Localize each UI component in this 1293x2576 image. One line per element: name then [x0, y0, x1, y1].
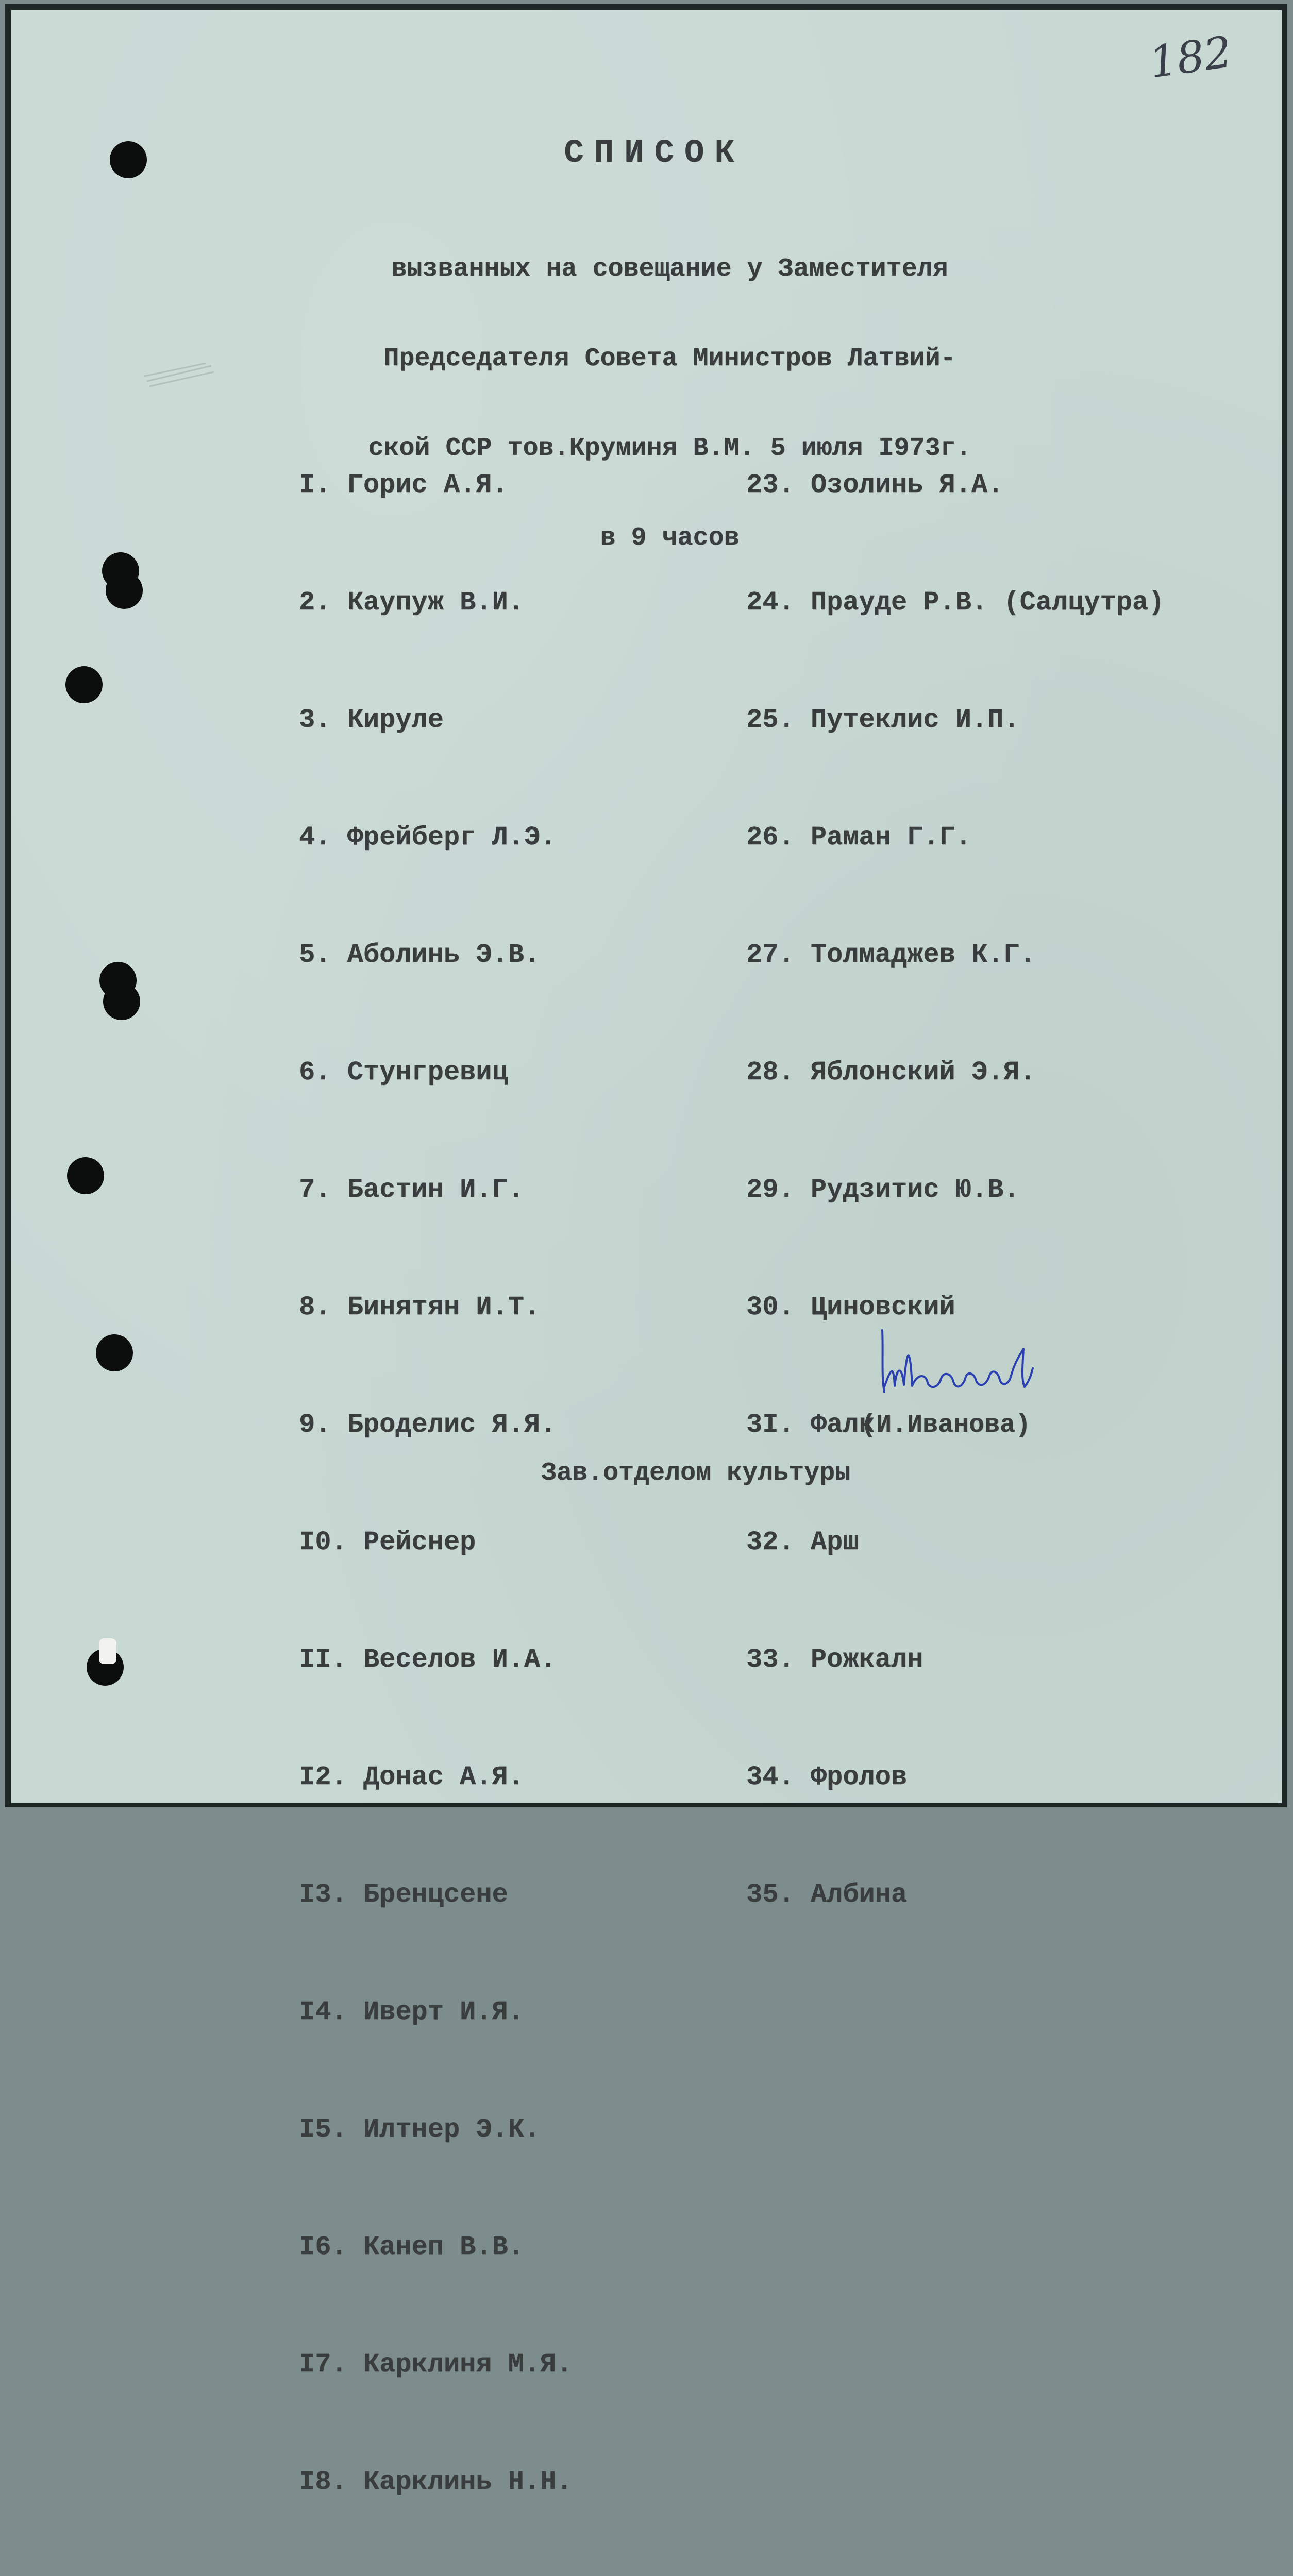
- subtitle-line: в 9 часов: [600, 523, 740, 553]
- attendee-list-right: [746, 387, 1164, 1954]
- list-item: I3. Бренцсене: [299, 1879, 508, 1910]
- list-item: 23. Озолинь Я.А.: [746, 470, 1004, 500]
- list-item: 34. Фролов: [746, 1762, 908, 1792]
- handwritten-signature: [876, 1325, 1062, 1402]
- list-item: 26. Раман Г.Г.: [746, 822, 971, 853]
- list-item: 33. Рожкалн: [746, 1645, 923, 1675]
- signature-block: [541, 1370, 850, 1535]
- punch-hole: [96, 1334, 133, 1371]
- list-item: I8. Карклинь Н.Н.: [299, 2467, 573, 2497]
- list-item: II. Веселов И.А.: [299, 1645, 557, 1675]
- subtitle-line: Председателя Совета Министров Латвий-: [383, 344, 956, 374]
- subtitle-line: вызванных на совещание у Заместителя: [391, 255, 948, 284]
- list-item: 8. Бинятян И.Т.: [299, 1292, 541, 1323]
- signature-name: (И.Иванова): [861, 1411, 1031, 1440]
- list-item: 24. Прауде Р.В. (Салцутра): [746, 587, 1165, 618]
- list-item: I6. Канеп В.В.: [299, 2232, 524, 2262]
- list-item: 32. Арш: [746, 1527, 859, 1557]
- document-title: СПИСОК: [564, 135, 745, 172]
- list-item: 4. Фрейберг Л.Э.: [299, 822, 557, 853]
- list-item: I5. Илтнер Э.К.: [299, 2114, 541, 2145]
- list-item: I0. Рейснер: [299, 1527, 476, 1557]
- list-item: I7. Карклиня М.Я.: [299, 2349, 573, 2380]
- list-item: 28. Яблонский Э.Я.: [746, 1057, 1036, 1088]
- list-item: 35. Албина: [746, 1879, 908, 1910]
- list-item: I2. Донас А.Я.: [299, 1762, 524, 1792]
- punch-hole: [67, 1157, 104, 1194]
- list-item: 6. Стунгревиц: [299, 1057, 508, 1088]
- list-item: 30. Циновский: [746, 1292, 955, 1323]
- list-item: I4. Иверт И.Я.: [299, 1997, 524, 2027]
- list-item: 5. Аболинь Э.В.: [299, 940, 541, 970]
- list-item: 25. Путеклис И.П.: [746, 705, 1020, 735]
- list-item: 2. Каупуж В.И.: [299, 587, 524, 618]
- list-item: I. Горис А.Я.: [299, 470, 508, 500]
- list-item: 29. Рудзитис Ю.В.: [746, 1175, 1020, 1205]
- page-number: 182: [1146, 26, 1235, 88]
- list-item: 3I. Фалк: [746, 1410, 875, 1440]
- list-item: 27. Толмаджев К.Г.: [746, 940, 1036, 970]
- signature-title: Зав.отделом культуры: [541, 1459, 851, 1488]
- punch-hole: [103, 983, 140, 1020]
- list-item: 7. Бастин И.Г.: [299, 1175, 524, 1205]
- subtitle-line: ской ССР тов.Круминя В.М. 5 июля I973г.: [368, 434, 971, 463]
- list-item: 3. Кируле: [299, 705, 444, 735]
- paper-chip: [99, 1638, 116, 1664]
- list-item: 9. Броделис Я.Я.: [299, 1410, 557, 1440]
- punch-hole: [65, 666, 103, 703]
